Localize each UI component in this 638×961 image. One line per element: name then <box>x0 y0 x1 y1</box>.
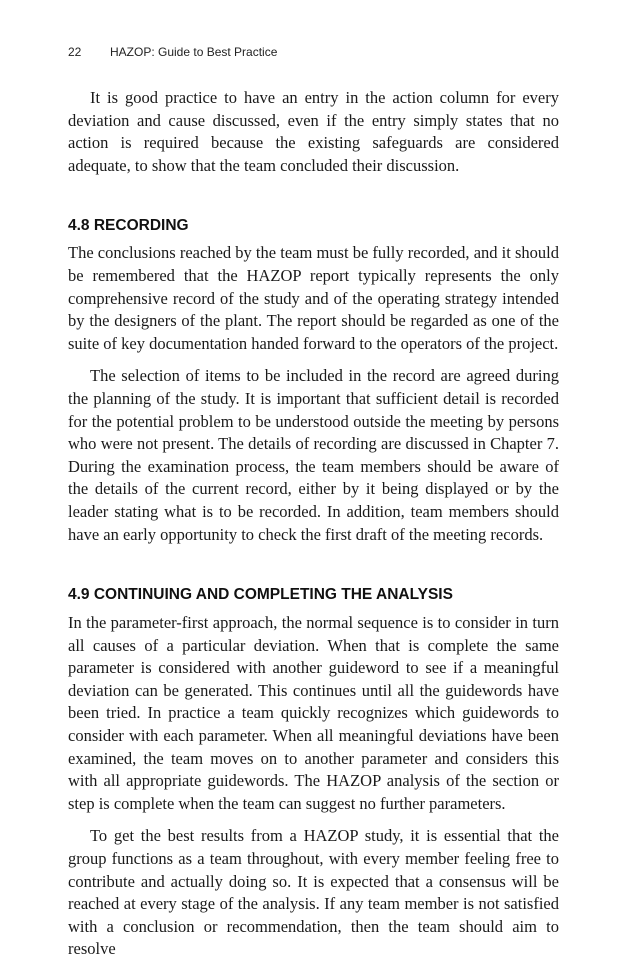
book-title: HAZOP: Guide to Best Practice <box>110 45 278 59</box>
page-number: 22 <box>68 45 82 59</box>
intro-paragraph: It is good practice to have an entry in the action column for every deviation and cause discussed, even if the entry simply states that no action is required because the existing safeguards are considered adequate, to show that the team concluded their discussion. <box>68 88 559 175</box>
continuing-paragraph-1: In the parameter-first approach, the normal sequence is to consider in turn all causes of a particular deviation. When that is complete the same parameter is considered with another guideword to see if a meaningful deviation can be generated. This continues until all the guidewords have been tried. In practice a team quickly recognizes which guidewords to consider with each parameter. When all meaningful deviations have been examined, the team moves on to another parameter and considers this with all appropriate guidewords. The HAZOP analysis of the section or step is complete when the team can suggest no further parameters. <box>68 613 559 813</box>
continuing-paragraph-2: To get the best results from a HAZOP study, it is essential that the group functions as a team throughout, with every member feeling free to contribute and actually doing so. It is expected that a consensus will be reached at every stage of the analysis. If any team member is not satisfied with a conclusion or recommendation, then the team should aim to resolve <box>68 826 559 959</box>
recording-paragraph-1: The conclusions reached by the team must be fully recorded, and it should be remembered that the HAZOP report typically represents the only comprehensive record of the study and of the operating strategy intended by the designers of the plant. The report should be regarded as one of the suite of key documentation handed forward to the operators of the project. <box>68 243 559 353</box>
section-heading-recording: 4.8 RECORDING <box>68 217 189 235</box>
section-heading-continuing: 4.9 CONTINUING AND COMPLETING THE ANALYSIS <box>68 586 453 604</box>
recording-paragraph-2: The selection of items to be included in the record are agreed during the planning of the study. It is important that sufficient detail is recorded for the potential problem to be understood outside the meeting by persons who were not present. The details of recording are discussed in Chapter 7. During the examination process, the team members should be aware of the details of the current record, either by it being displayed or by the leader stating what is to be recorded. In addition, team members should have an early opportunity to check the first draft of the meeting records. <box>68 366 559 544</box>
running-head <box>68 45 277 59</box>
body-text <box>68 87 559 961</box>
